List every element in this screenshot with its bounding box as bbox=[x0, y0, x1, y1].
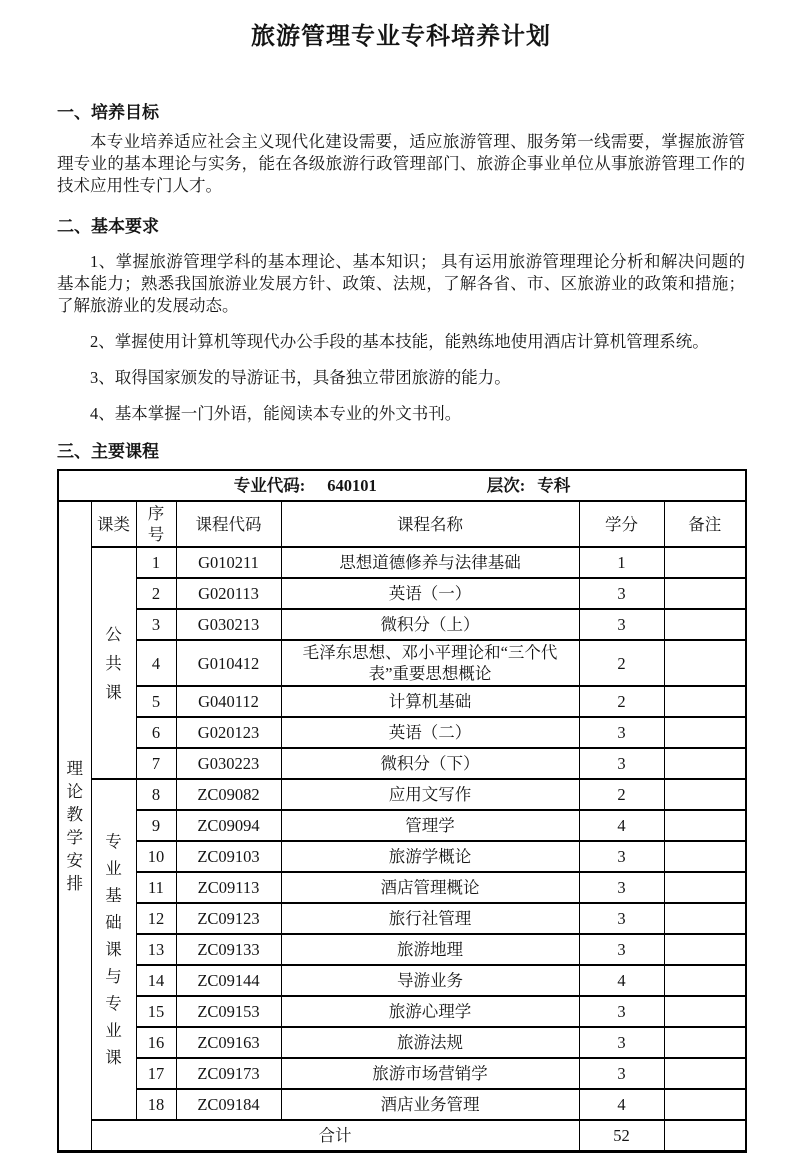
course-name: 微积分（下） bbox=[281, 748, 579, 779]
requirement-item-3: 3、取得国家颁发的导游证书，具备独立带团旅游的能力。 bbox=[90, 368, 511, 387]
course-name: 英语（一） bbox=[281, 578, 579, 609]
course-note bbox=[664, 996, 746, 1027]
course-seq: 3 bbox=[136, 609, 176, 640]
table-meta-row bbox=[58, 470, 746, 501]
course-credits: 3 bbox=[579, 903, 664, 934]
table-row bbox=[58, 547, 746, 578]
course-name: 应用文写作 bbox=[281, 779, 579, 810]
course-seq: 5 bbox=[136, 686, 176, 717]
course-note bbox=[664, 640, 746, 686]
course-seq: 7 bbox=[136, 748, 176, 779]
total-credits: 52 bbox=[579, 1120, 664, 1152]
course-name: 管理学 bbox=[281, 810, 579, 841]
side-label: 理论教学安排 bbox=[66, 759, 83, 893]
course-seq: 6 bbox=[136, 717, 176, 748]
course-seq: 16 bbox=[136, 1027, 176, 1058]
table-row bbox=[58, 841, 746, 872]
course-code: G030213 bbox=[176, 609, 281, 640]
course-note bbox=[664, 1058, 746, 1089]
table-row bbox=[58, 578, 746, 609]
course-note bbox=[664, 609, 746, 640]
major-code-label: 专业代码: bbox=[233, 476, 306, 495]
course-name: 计算机基础 bbox=[281, 686, 579, 717]
course-seq: 18 bbox=[136, 1089, 176, 1120]
table-row bbox=[58, 779, 746, 810]
table-meta-cell bbox=[58, 470, 746, 501]
course-note bbox=[664, 1027, 746, 1058]
col-header-credits: 学分 bbox=[579, 501, 664, 547]
course-code: G030223 bbox=[176, 748, 281, 779]
table-row bbox=[58, 1058, 746, 1089]
requirement-item-4: 4、基本掌握一门外语，能阅读本专业的外文书刊。 bbox=[90, 404, 462, 423]
course-seq: 15 bbox=[136, 996, 176, 1027]
category-public-cell bbox=[91, 547, 136, 779]
table-row bbox=[58, 609, 746, 640]
section2-heading: 二、基本要求 bbox=[57, 217, 159, 236]
course-code: ZC09113 bbox=[176, 872, 281, 903]
course-seq: 8 bbox=[136, 779, 176, 810]
major-code-value: 640101 bbox=[327, 476, 377, 495]
table-row bbox=[58, 1027, 746, 1058]
table-row bbox=[58, 686, 746, 717]
course-code: ZC09144 bbox=[176, 965, 281, 996]
course-code: G020123 bbox=[176, 717, 281, 748]
course-seq: 10 bbox=[136, 841, 176, 872]
course-credits: 3 bbox=[579, 748, 664, 779]
course-credits: 1 bbox=[579, 547, 664, 578]
course-code: ZC09163 bbox=[176, 1027, 281, 1058]
course-code: ZC09173 bbox=[176, 1058, 281, 1089]
course-note bbox=[664, 578, 746, 609]
course-name: 导游业务 bbox=[281, 965, 579, 996]
total-label: 合计 bbox=[91, 1120, 579, 1152]
table-row bbox=[58, 872, 746, 903]
course-credits: 3 bbox=[579, 841, 664, 872]
course-seq: 17 bbox=[136, 1058, 176, 1089]
course-code: ZC09153 bbox=[176, 996, 281, 1027]
course-name: 酒店管理概论 bbox=[281, 872, 579, 903]
course-seq: 9 bbox=[136, 810, 176, 841]
course-note bbox=[664, 717, 746, 748]
course-code: ZC09133 bbox=[176, 934, 281, 965]
table-row bbox=[58, 903, 746, 934]
table-header-row bbox=[58, 501, 746, 547]
course-note bbox=[664, 872, 746, 903]
section3-heading: 三、主要课程 bbox=[57, 442, 159, 461]
course-name: 旅游心理学 bbox=[281, 996, 579, 1027]
course-code: ZC09184 bbox=[176, 1089, 281, 1120]
course-seq: 2 bbox=[136, 578, 176, 609]
course-seq: 13 bbox=[136, 934, 176, 965]
course-seq: 1 bbox=[136, 547, 176, 578]
course-name: 旅游学概论 bbox=[281, 841, 579, 872]
course-code: ZC09094 bbox=[176, 810, 281, 841]
col-header-seq: 序号 bbox=[136, 501, 176, 547]
col-header-name: 课程名称 bbox=[281, 501, 579, 547]
course-note bbox=[664, 841, 746, 872]
course-table bbox=[57, 469, 747, 1153]
section1-paragraph: 本专业培养适应社会主义现代化建设需要，适应旅游管理、服务第一线需要，掌握旅游管理专业的基本理论与实务，能在各级旅游行政管理部门、旅游企事业单位从事旅游管理工作的技术应用性专门人才。 bbox=[57, 132, 745, 195]
course-name: 思想道德修养与法律基础 bbox=[281, 547, 579, 578]
course-note bbox=[664, 903, 746, 934]
requirement-item-2: 2、掌握使用计算机等现代办公手段的基本技能，能熟练地使用酒店计算机管理系统。 bbox=[90, 332, 709, 351]
course-credits: 2 bbox=[579, 779, 664, 810]
category-major-label: 专业基础课与专业课 bbox=[105, 832, 122, 1067]
course-credits: 4 bbox=[579, 965, 664, 996]
course-note bbox=[664, 810, 746, 841]
course-credits: 3 bbox=[579, 996, 664, 1027]
course-name: 旅游地理 bbox=[281, 934, 579, 965]
col-header-category: 课类 bbox=[91, 501, 136, 547]
course-credits: 3 bbox=[579, 1058, 664, 1089]
course-name: 微积分（上） bbox=[281, 609, 579, 640]
course-code: G010211 bbox=[176, 547, 281, 578]
category-major-cell bbox=[91, 779, 136, 1120]
table-row bbox=[58, 965, 746, 996]
course-credits: 3 bbox=[579, 717, 664, 748]
table-row bbox=[58, 640, 746, 686]
course-seq: 11 bbox=[136, 872, 176, 903]
course-credits: 3 bbox=[579, 934, 664, 965]
course-name: 旅游市场营销学 bbox=[281, 1058, 579, 1089]
course-credits: 3 bbox=[579, 1027, 664, 1058]
course-code: ZC09103 bbox=[176, 841, 281, 872]
course-note bbox=[664, 748, 746, 779]
course-seq: 14 bbox=[136, 965, 176, 996]
table-total-row bbox=[58, 1120, 746, 1152]
table-row bbox=[58, 934, 746, 965]
table-row bbox=[58, 748, 746, 779]
course-credits: 2 bbox=[579, 686, 664, 717]
course-note bbox=[664, 965, 746, 996]
course-code: G040112 bbox=[176, 686, 281, 717]
course-credits: 3 bbox=[579, 872, 664, 903]
section-training-objectives bbox=[57, 98, 745, 197]
level-label: 层次: bbox=[486, 476, 526, 495]
section-basic-requirements bbox=[57, 212, 745, 425]
table-row bbox=[58, 996, 746, 1027]
course-seq: 4 bbox=[136, 640, 176, 686]
col-header-code: 课程代码 bbox=[176, 501, 281, 547]
table-row bbox=[58, 717, 746, 748]
course-note bbox=[664, 547, 746, 578]
course-code: G010412 bbox=[176, 640, 281, 686]
section1-heading: 一、培养目标 bbox=[57, 103, 159, 122]
total-note bbox=[664, 1120, 746, 1152]
course-note bbox=[664, 779, 746, 810]
course-name: 旅游法规 bbox=[281, 1027, 579, 1058]
requirement-item-1: 1、掌握旅游管理学科的基本理论、基本知识； 具有运用旅游管理理论分析和解决问题的基本能力；熟悉我国旅游业发展方针、政策、法规，了解各省、市、区旅游业的政策和措施；了解旅游业的发展动态。 bbox=[57, 252, 745, 315]
course-credits: 3 bbox=[579, 578, 664, 609]
course-credits: 2 bbox=[579, 640, 664, 686]
course-name: 旅行社管理 bbox=[281, 903, 579, 934]
course-seq: 12 bbox=[136, 903, 176, 934]
course-note bbox=[664, 934, 746, 965]
page-title: 旅游管理专业专科培养计划 bbox=[251, 23, 551, 50]
table-row bbox=[58, 1089, 746, 1120]
level-value: 专科 bbox=[537, 476, 571, 495]
section-main-courses bbox=[57, 437, 745, 1153]
col-header-note: 备注 bbox=[664, 501, 746, 547]
course-note bbox=[664, 686, 746, 717]
course-code: ZC09123 bbox=[176, 903, 281, 934]
side-label-cell bbox=[58, 501, 91, 1152]
course-note bbox=[664, 1089, 746, 1120]
course-code: ZC09082 bbox=[176, 779, 281, 810]
category-public-label: 公共课 bbox=[105, 624, 122, 702]
course-credits: 4 bbox=[579, 810, 664, 841]
course-code: G020113 bbox=[176, 578, 281, 609]
course-name: 酒店业务管理 bbox=[281, 1089, 579, 1120]
course-credits: 3 bbox=[579, 609, 664, 640]
course-name: 英语（二） bbox=[281, 717, 579, 748]
table-row bbox=[58, 810, 746, 841]
course-credits: 4 bbox=[579, 1089, 664, 1120]
course-name: 毛泽东思想、邓小平理论和“三个代表”重要思想概论 bbox=[281, 640, 579, 686]
